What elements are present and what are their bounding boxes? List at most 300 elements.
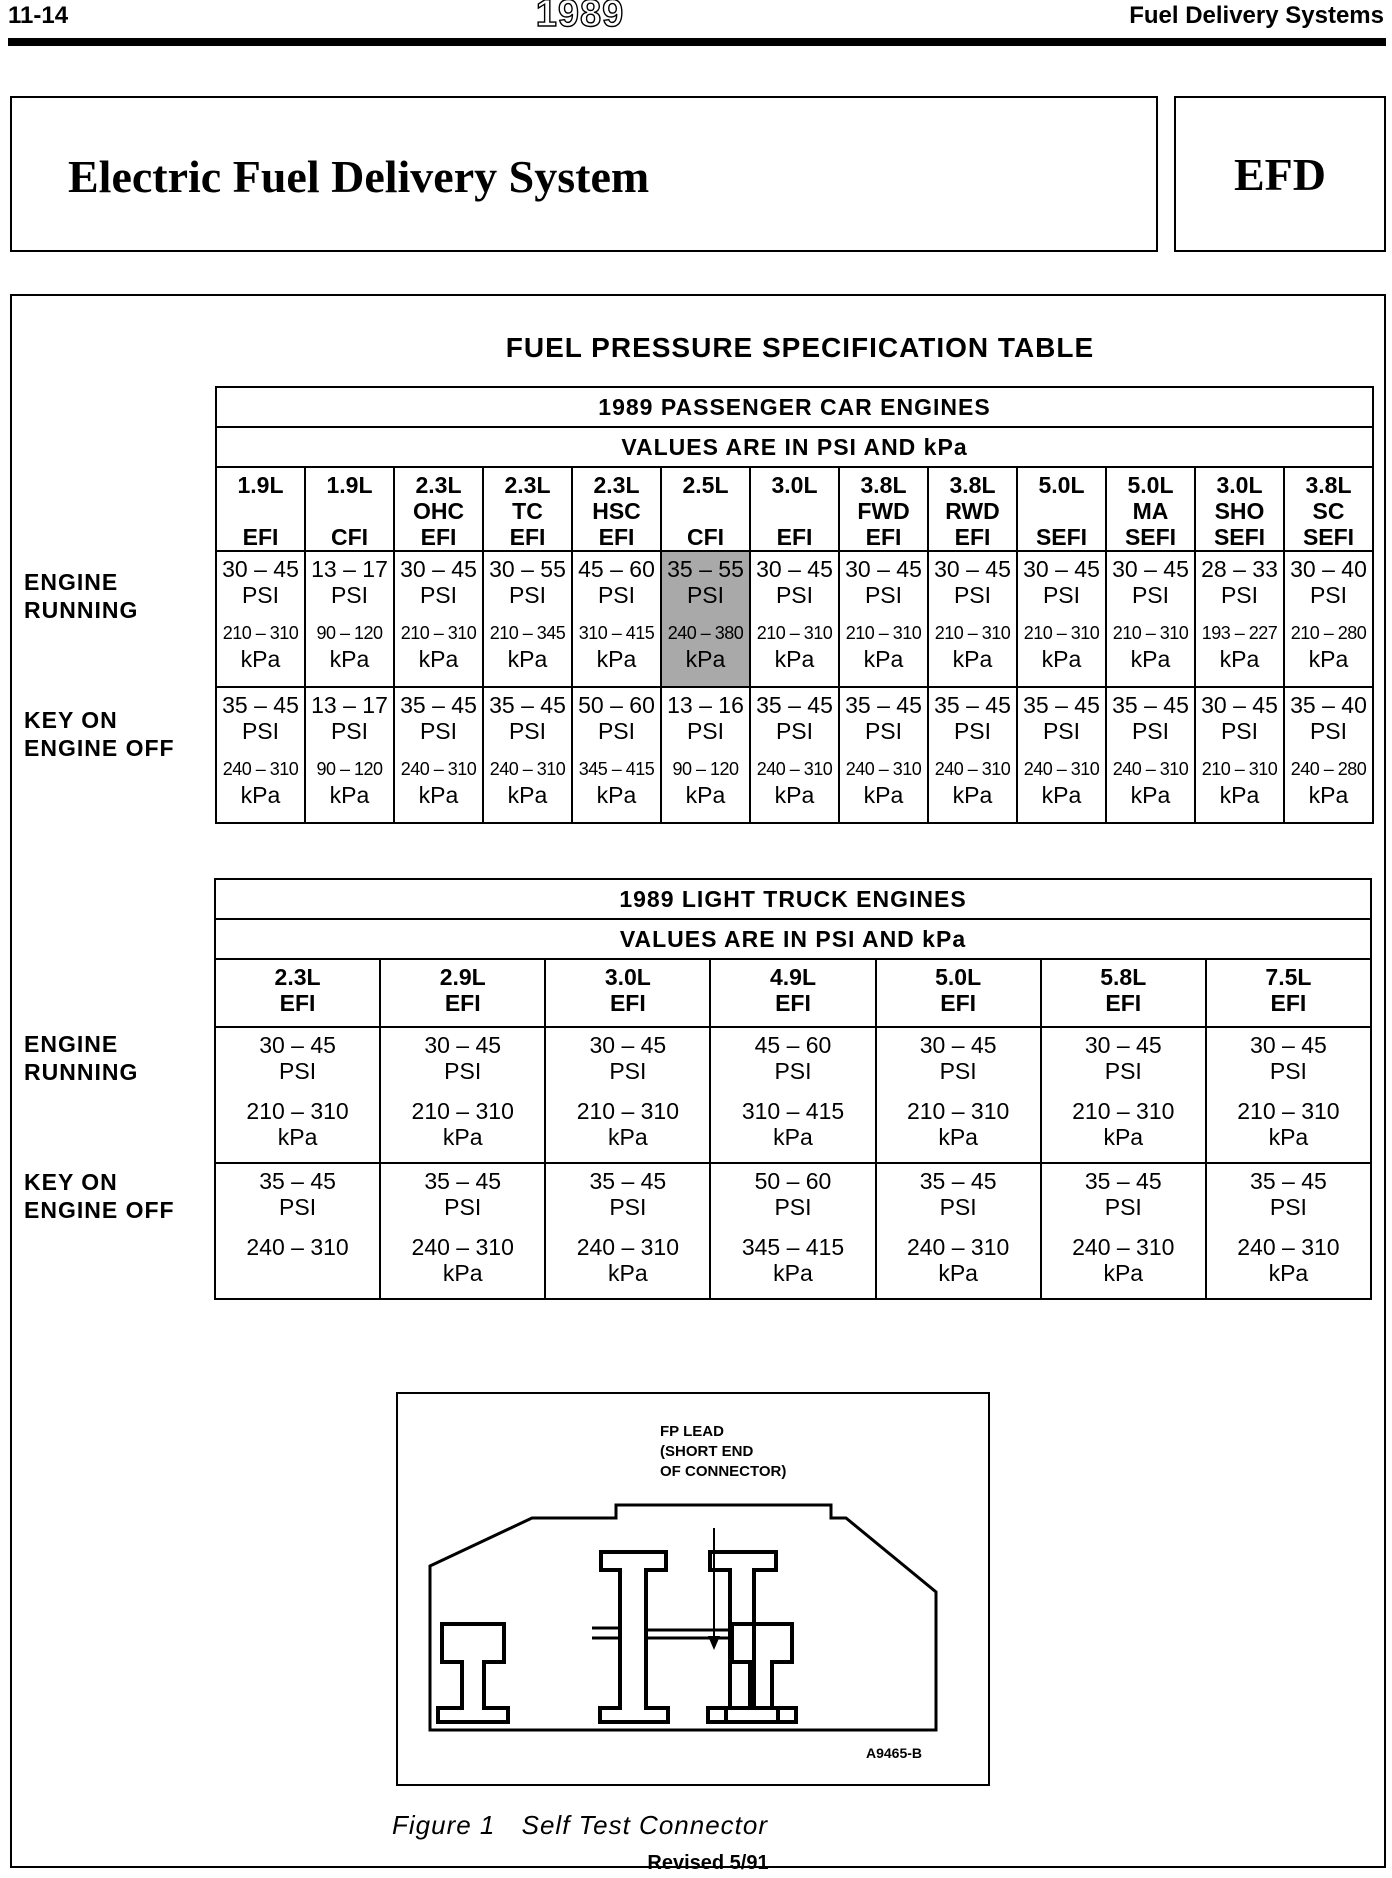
kpa-range: 240 – 310 — [934, 759, 1011, 779]
pressure-cell — [1017, 687, 1106, 823]
psi-range: 30 – 45 — [1201, 692, 1278, 718]
units-banner: VALUES ARE IN PSI AND kPa — [216, 427, 1373, 467]
engine-header-line: EFI — [242, 524, 279, 550]
psi-unit: PSI — [775, 718, 814, 744]
row-label-line: ENGINE OFF — [24, 1197, 175, 1223]
engine-column-header — [1106, 467, 1195, 551]
engine-column-header — [394, 467, 483, 551]
kpa-unit: kPa — [952, 646, 993, 672]
pressure-cell — [710, 1163, 875, 1299]
kpa-unit: kPa — [1308, 646, 1349, 672]
section-title: Fuel Delivery Systems — [1129, 2, 1384, 29]
engine-header-line: RWD — [945, 498, 1000, 524]
pressure-cell — [1195, 551, 1284, 687]
psi-unit: PSI — [330, 582, 369, 608]
psi-range: 30 – 45 — [1023, 556, 1100, 582]
kpa-range: 240 – 310 — [756, 759, 833, 779]
kpa-range: 210 – 310 — [222, 623, 299, 643]
callout-line: OF CONNECTOR) — [660, 1463, 787, 1480]
psi-range: 35 – 45 — [1084, 1168, 1162, 1194]
pressure-cell — [1284, 551, 1373, 687]
pressure-cell — [483, 687, 572, 823]
row-label-key-on-engine-off — [24, 1168, 175, 1224]
psi-range: 35 – 45 — [589, 1168, 667, 1194]
row-label-engine-running — [24, 568, 138, 624]
psi-range: 35 – 45 — [934, 692, 1011, 718]
engine-column-header — [305, 467, 394, 551]
psi-unit: PSI — [444, 1058, 482, 1084]
psi-unit: PSI — [419, 582, 458, 608]
kpa-range: 345 – 415 — [741, 1234, 845, 1260]
engine-header-line: OHC — [412, 498, 465, 524]
kpa-range: 240 – 310 — [1023, 759, 1100, 779]
engine-column-header — [1206, 959, 1371, 1027]
engine-header-line: 5.0L — [1038, 472, 1085, 498]
psi-range: 30 – 45 — [919, 1032, 997, 1058]
figure-title: Self Test Connector — [521, 1810, 769, 1840]
row-label-line: KEY ON — [24, 707, 118, 733]
kpa-range: 210 – 345 — [489, 623, 566, 643]
header-rule — [8, 38, 1386, 46]
engine-header-line — [662, 498, 749, 524]
psi-range: 30 – 45 — [222, 556, 299, 582]
psi-unit: PSI — [508, 582, 547, 608]
engine-header-line: EFI — [1105, 990, 1142, 1016]
left-terminal — [438, 1624, 508, 1722]
engine-header-line: 2.3L — [415, 472, 462, 498]
kpa-range: 210 – 310 — [246, 1098, 349, 1124]
psi-range: 30 – 45 — [589, 1032, 667, 1058]
engine-header-line: EFI — [598, 524, 635, 550]
callout-line: (SHORT END — [660, 1443, 754, 1460]
engine-header-line: 3.8L — [860, 472, 907, 498]
pressure-cell — [1106, 687, 1195, 823]
engine-column-header — [1041, 959, 1206, 1027]
engine-header-line: SHO — [1214, 498, 1265, 524]
engine-header-line: 3.8L — [1305, 472, 1352, 498]
kpa-unit: kPa — [507, 646, 548, 672]
kpa-unit: kPa — [1130, 782, 1171, 808]
engine-header-line: 5.0L — [935, 964, 982, 990]
psi-range: 50 – 60 — [578, 692, 655, 718]
kpa-unit: kPa — [596, 782, 637, 808]
pressure-cell — [216, 551, 305, 687]
pressure-cell — [216, 687, 305, 823]
engine-header-line: 2.3L — [274, 964, 321, 990]
engine-header-line: TC — [512, 498, 543, 524]
kpa-range: 90 – 120 — [316, 623, 383, 643]
pressure-cell — [572, 687, 661, 823]
pressure-cell — [1041, 1027, 1206, 1163]
kpa-unit: kPa — [608, 1124, 648, 1150]
pressure-cell — [380, 1027, 545, 1163]
kpa-unit: kPa — [1308, 782, 1349, 808]
bridge — [592, 1628, 620, 1638]
pressure-cell — [1206, 1163, 1371, 1299]
callout-line: FP LEAD — [660, 1423, 724, 1440]
row-label-line: KEY ON — [24, 1169, 118, 1195]
kpa-unit: kPa — [329, 646, 370, 672]
kpa-unit: kPa — [1103, 1124, 1144, 1150]
psi-unit: PSI — [241, 718, 280, 744]
kpa-range: 193 – 227 — [1201, 623, 1278, 643]
psi-range: 35 – 45 — [400, 692, 477, 718]
psi-unit: PSI — [1104, 1058, 1142, 1084]
kpa-range: 240 – 310 — [246, 1234, 349, 1260]
psi-unit: PSI — [1131, 582, 1170, 608]
table-banner: 1989 LIGHT TRUCK ENGINES — [215, 879, 1371, 919]
kpa-range: 210 – 310 — [1237, 1098, 1340, 1124]
pressure-cell — [483, 551, 572, 687]
kpa-unit: kPa — [685, 782, 726, 808]
engine-column-header — [215, 959, 380, 1027]
kpa-unit: kPa — [1219, 646, 1260, 672]
kpa-unit: kPa — [773, 1260, 813, 1286]
engine-column-header — [572, 467, 661, 551]
kpa-range: 310 – 415 — [741, 1098, 845, 1124]
engine-column-header — [1195, 467, 1284, 551]
self-test-connector-diagram — [396, 1392, 990, 1786]
engine-column-header — [928, 467, 1017, 551]
pressure-cell — [928, 687, 1017, 823]
kpa-range: 310 – 415 — [578, 623, 655, 643]
pressure-cell — [545, 1027, 710, 1163]
psi-unit: PSI — [953, 718, 992, 744]
psi-unit: PSI — [597, 582, 636, 608]
psi-unit: PSI — [774, 1194, 812, 1220]
pressure-cell — [545, 1163, 710, 1299]
kpa-unit: kPa — [1219, 782, 1260, 808]
psi-range: 50 – 60 — [754, 1168, 832, 1194]
psi-range: 35 – 45 — [919, 1168, 997, 1194]
kpa-unit: kPa — [863, 782, 904, 808]
engine-header-line: 3.0L — [604, 964, 651, 990]
psi-unit: PSI — [444, 1194, 482, 1220]
psi-unit: PSI — [939, 1058, 977, 1084]
psi-range: 35 – 45 — [1250, 1168, 1327, 1194]
row-label-line: ENGINE OFF — [24, 735, 175, 761]
kpa-unit: kPa — [1268, 1260, 1309, 1286]
psi-range: 30 – 45 — [400, 556, 477, 582]
figure-number: Figure 1 — [392, 1810, 496, 1840]
engine-header-line: EFI — [865, 524, 902, 550]
kpa-range: 210 – 310 — [906, 1098, 1010, 1124]
engine-column-header — [483, 467, 572, 551]
psi-unit: PSI — [864, 718, 903, 744]
psi-range: 35 – 45 — [489, 692, 566, 718]
psi-unit: PSI — [1269, 1058, 1307, 1084]
engine-header-line: 5.8L — [1100, 964, 1147, 990]
kpa-range: 210 – 310 — [1201, 759, 1278, 779]
row-label-line: ENGINE — [24, 569, 119, 595]
kpa-unit: kPa — [774, 782, 815, 808]
engine-column-header — [876, 959, 1041, 1027]
engine-header-line: EFI — [444, 990, 481, 1016]
psi-unit: PSI — [939, 1194, 977, 1220]
kpa-range: 240 – 310 — [222, 759, 299, 779]
engine-header-line: CFI — [686, 524, 725, 550]
kpa-unit: kPa — [863, 646, 904, 672]
engine-header-line: SEFI — [1035, 524, 1088, 550]
kpa-unit: kPa — [938, 1260, 978, 1286]
psi-range: 30 – 55 — [489, 556, 566, 582]
figure-ref-code: A9465-B — [866, 1745, 923, 1761]
kpa-range: 210 – 310 — [1072, 1098, 1175, 1124]
row-label-engine-running — [24, 1030, 138, 1086]
row-label-line: RUNNING — [24, 597, 139, 623]
psi-range: 13 – 17 — [311, 556, 388, 582]
engine-header-line: EFI — [776, 524, 813, 550]
kpa-unit: kPa — [1103, 1260, 1144, 1286]
psi-unit: PSI — [1131, 718, 1170, 744]
engine-header-line: 3.0L — [771, 472, 818, 498]
row-label-key-on-engine-off — [24, 706, 175, 762]
pressure-cell — [928, 551, 1017, 687]
engine-header-line: 1.9L — [326, 472, 373, 498]
psi-range: 30 – 45 — [424, 1032, 502, 1058]
pressure-cell — [572, 551, 661, 687]
engine-header-line: 2.3L — [504, 472, 551, 498]
engine-header-line: EFI — [940, 990, 977, 1016]
psi-unit: PSI — [1104, 1194, 1142, 1220]
pressure-cell — [876, 1163, 1041, 1299]
page-title: Electric Fuel Delivery System — [68, 151, 650, 202]
units-banner: VALUES ARE IN PSI AND kPa — [215, 919, 1371, 959]
psi-range: 13 – 17 — [311, 692, 388, 718]
psi-range: 30 – 45 — [934, 556, 1011, 582]
kpa-unit: kPa — [608, 1260, 648, 1286]
kpa-range: 210 – 310 — [756, 623, 833, 643]
kpa-unit: kPa — [1268, 1124, 1309, 1150]
kpa-range: 240 – 310 — [400, 759, 477, 779]
kpa-unit: kPa — [685, 646, 726, 672]
engine-header-line: EFI — [1270, 990, 1307, 1016]
engine-header-line: CFI — [330, 524, 369, 550]
pressure-cell — [1284, 687, 1373, 823]
engine-header-line: 5.0L — [1127, 472, 1174, 498]
kpa-unit: kPa — [596, 646, 637, 672]
pressure-cell — [876, 1027, 1041, 1163]
psi-range: 35 – 45 — [424, 1168, 502, 1194]
engine-header-line: HSC — [592, 498, 641, 524]
psi-unit: PSI — [775, 582, 814, 608]
engine-header-line — [306, 498, 393, 524]
kpa-unit: kPa — [418, 646, 459, 672]
engine-header-line: 1.9L — [237, 472, 284, 498]
engine-header-line — [1018, 498, 1105, 524]
psi-unit: PSI — [686, 582, 725, 608]
psi-unit: PSI — [597, 718, 636, 744]
kpa-unit: kPa — [240, 646, 281, 672]
psi-unit: PSI — [609, 1194, 647, 1220]
kpa-unit: kPa — [442, 1124, 483, 1150]
engine-column-header — [545, 959, 710, 1027]
engine-header-line: EFI — [609, 990, 646, 1016]
passenger-car-table — [215, 386, 1374, 824]
pressure-cell — [750, 687, 839, 823]
kpa-unit: kPa — [240, 782, 281, 808]
pressure-cell — [750, 551, 839, 687]
engine-header-line: SEFI — [1213, 524, 1266, 550]
kpa-unit: kPa — [774, 646, 815, 672]
pressure-cell — [1195, 687, 1284, 823]
psi-range: 45 – 60 — [754, 1032, 832, 1058]
kpa-range: 90 – 120 — [672, 759, 739, 779]
kpa-unit: kPa — [277, 1124, 318, 1150]
pressure-cell — [710, 1027, 875, 1163]
psi-unit: PSI — [1309, 718, 1348, 744]
engine-header-line: EFI — [954, 524, 991, 550]
kpa-unit: kPa — [773, 1124, 813, 1150]
psi-range: 30 – 40 — [1290, 556, 1367, 582]
pressure-cell — [1017, 551, 1106, 687]
pressure-cell — [215, 1027, 380, 1163]
kpa-range: 90 – 120 — [316, 759, 383, 779]
kpa-range: 240 – 310 — [1237, 1234, 1340, 1260]
light-truck-table — [214, 878, 1372, 1300]
kpa-unit: kPa — [1130, 646, 1171, 672]
engine-header-line — [751, 498, 838, 524]
kpa-range: 240 – 310 — [1072, 1234, 1175, 1260]
row-label-line: ENGINE — [24, 1031, 119, 1057]
kpa-range: 210 – 280 — [1290, 623, 1367, 643]
engine-header-line: EFI — [279, 990, 316, 1016]
psi-range: 35 – 55 — [667, 556, 744, 582]
psi-range: 30 – 45 — [259, 1032, 336, 1058]
psi-range: 30 – 45 — [1084, 1032, 1162, 1058]
kpa-range: 240 – 310 — [576, 1234, 680, 1260]
psi-range: 35 – 45 — [259, 1168, 336, 1194]
pressure-cell — [394, 687, 483, 823]
kpa-range: 240 – 310 — [489, 759, 566, 779]
engine-header-line: 2.5L — [682, 472, 729, 498]
engine-column-header — [380, 959, 545, 1027]
pressure-cell — [394, 551, 483, 687]
page-number: 11-14 — [8, 2, 69, 29]
engine-header-line: SC — [1312, 498, 1345, 524]
figure-caption — [392, 1810, 786, 1841]
engine-header-line: 4.9L — [769, 964, 816, 990]
engine-header-line: 3.0L — [1216, 472, 1263, 498]
psi-unit: PSI — [241, 582, 280, 608]
engine-header-line: SEFI — [1124, 524, 1177, 550]
engine-header-line: 3.8L — [949, 472, 996, 498]
connector-outline — [430, 1505, 936, 1730]
psi-unit: PSI — [279, 1058, 317, 1084]
kpa-range: 210 – 310 — [1112, 623, 1189, 643]
kpa-range: 240 – 380 — [667, 623, 744, 643]
kpa-unit: kPa — [952, 782, 993, 808]
system-code: EFD — [1174, 96, 1386, 252]
kpa-range: 210 – 310 — [576, 1098, 680, 1124]
psi-unit: PSI — [609, 1058, 647, 1084]
engine-header-line: EFI — [775, 990, 811, 1016]
psi-unit: PSI — [1042, 582, 1081, 608]
kpa-range: 210 – 310 — [400, 623, 477, 643]
psi-range: 30 – 45 — [1112, 556, 1189, 582]
kpa-unit: kPa — [442, 1260, 483, 1286]
pressure-cell — [839, 687, 928, 823]
pressure-cell — [1106, 551, 1195, 687]
pressure-cell — [661, 551, 750, 687]
kpa-range: 210 – 310 — [1023, 623, 1100, 643]
psi-range: 30 – 45 — [756, 556, 833, 582]
engine-header-line: EFI — [509, 524, 546, 550]
psi-unit: PSI — [774, 1058, 812, 1084]
kpa-range: 210 – 310 — [411, 1098, 514, 1124]
pressure-cell — [839, 551, 928, 687]
engine-header-line: 2.3L — [593, 472, 640, 498]
psi-unit: PSI — [1269, 1194, 1307, 1220]
psi-unit: PSI — [1220, 582, 1259, 608]
psi-unit: PSI — [864, 582, 903, 608]
engine-header-line: FWD — [857, 498, 910, 524]
kpa-range: 240 – 310 — [906, 1234, 1010, 1260]
psi-unit: PSI — [953, 582, 992, 608]
kpa-range: 240 – 280 — [1290, 759, 1367, 779]
engine-column-header — [216, 467, 305, 551]
psi-unit: PSI — [330, 718, 369, 744]
kpa-range: 210 – 310 — [845, 623, 922, 643]
psi-range: 35 – 40 — [1290, 692, 1367, 718]
psi-unit: PSI — [1042, 718, 1081, 744]
kpa-range: 240 – 310 — [845, 759, 922, 779]
kpa-range: 210 – 310 — [934, 623, 1011, 643]
engine-header-line: 7.5L — [1265, 964, 1312, 990]
engine-column-header — [750, 467, 839, 551]
engine-header-line: EFI — [420, 524, 457, 550]
engine-header-line — [217, 498, 304, 524]
engine-header-line: SEFI — [1302, 524, 1355, 550]
table-title: FUEL PRESSURE SPECIFICATION TABLE — [505, 332, 1095, 363]
kpa-range: 240 – 310 — [1112, 759, 1189, 779]
engine-column-header — [839, 467, 928, 551]
pressure-cell — [305, 551, 394, 687]
psi-unit: PSI — [1220, 718, 1259, 744]
kpa-unit: kPa — [938, 1124, 978, 1150]
psi-unit: PSI — [686, 718, 725, 744]
psi-range: 30 – 45 — [845, 556, 922, 582]
psi-range: 30 – 45 — [1250, 1032, 1327, 1058]
psi-unit: PSI — [419, 718, 458, 744]
kpa-unit: kPa — [329, 782, 370, 808]
kpa-unit: kPa — [418, 782, 459, 808]
engine-header-line: MA — [1132, 498, 1169, 524]
psi-unit: PSI — [279, 1194, 317, 1220]
engine-column-header — [1017, 467, 1106, 551]
header-year: 1989 — [535, 0, 625, 35]
pressure-cell — [661, 687, 750, 823]
pressure-cell — [215, 1163, 380, 1299]
psi-range: 28 – 33 — [1201, 556, 1278, 582]
kpa-range: 345 – 415 — [578, 759, 655, 779]
engine-column-header — [1284, 467, 1373, 551]
psi-unit: PSI — [1309, 582, 1348, 608]
pressure-cell — [305, 687, 394, 823]
engine-column-header — [710, 959, 875, 1027]
callout-arrowhead — [708, 1636, 720, 1650]
revision-note: Revised 5/91 — [647, 1852, 769, 1874]
psi-range: 35 – 45 — [756, 692, 833, 718]
kpa-range: 240 – 310 — [411, 1234, 514, 1260]
psi-unit: PSI — [508, 718, 547, 744]
engine-header-line: 2.9L — [439, 964, 486, 990]
pressure-cell — [1206, 1027, 1371, 1163]
psi-range: 13 – 16 — [667, 692, 744, 718]
kpa-unit: kPa — [1041, 646, 1082, 672]
kpa-unit: kPa — [507, 782, 548, 808]
psi-range: 35 – 45 — [1112, 692, 1189, 718]
